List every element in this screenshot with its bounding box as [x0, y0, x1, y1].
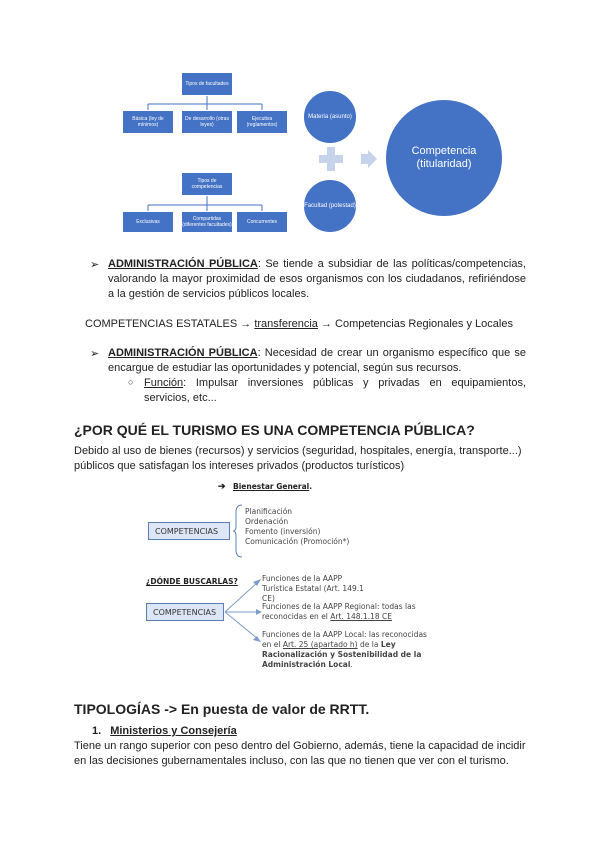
- circle-bullet: ○: [128, 377, 134, 387]
- tipologias-heading: TIPOLOGÍAS -> En puesta de valor de RRTT.: [74, 701, 370, 717]
- funcion-local: [262, 630, 434, 670]
- basica-box: [122, 110, 174, 134]
- materia-circle: [302, 89, 358, 145]
- concurrentes-box: [236, 211, 288, 233]
- fomento-item: Fomento (inversión): [245, 527, 321, 536]
- competencias-estatales: COMPETENCIAS ESTATALES →: [85, 318, 255, 330]
- section1-paragraph: [108, 257, 526, 302]
- section1-heading: ADMINISTRACIÓN PÚBLICA: [108, 258, 258, 270]
- section2-heading: ADMINISTRACIÓN PÚBLICA: [108, 347, 258, 359]
- funcion-local-joiner: de la: [357, 640, 381, 649]
- competencias-box-2-label: COMPETENCIAS: [153, 607, 217, 617]
- basica-label: Básica (ley de mínimos): [132, 116, 164, 128]
- funcion-text: : Impulsar inversiones públicas y privadas en equipamientos, servicios, etc...: [144, 377, 526, 404]
- section1-text: : Se tiende a subsidiar de las políticas/competencias, valorando la mayor proximidad de esos organismos con los ciudadanos, refiriéndose a la gestión de servicios públicos locales.: [108, 258, 526, 300]
- tipos-facultades-label: Tipos de facultades: [185, 81, 229, 87]
- funcion-label: Función: [144, 377, 184, 389]
- funcion-local-text: Funciones de la AAPP Local: las reconocidas en el: [262, 630, 427, 649]
- funcion-paragraph: [144, 376, 526, 406]
- bienestar-label: [233, 482, 312, 492]
- funcion-regional-text: Funciones de la AAPP Regional: todas las reconocidas en el: [262, 602, 416, 621]
- diagram-connectors: [0, 0, 600, 250]
- funcion-local-period: .: [350, 660, 353, 669]
- tipologias-item-1: [92, 724, 237, 739]
- tipos-competencias-label: Tipos de competencias: [191, 178, 223, 190]
- competencias-box-1-label: COMPETENCIAS: [155, 526, 219, 536]
- turismo-heading: ¿POR QUÉ EL TURISMO ES UNA COMPETENCIA PÚBLICA?: [74, 422, 475, 438]
- tipologias-text: Tiene un rango superior con peso dentro del Gobierno, además, tiene la capacidad de incidir en las decisiones gubernamentales incluso, con las que no tienen que ver con el turismo.: [74, 740, 526, 767]
- donde-buscarlas-label: ¿DÓNDE BUSCARLAS?: [146, 577, 238, 586]
- arrow-bullet: ➢: [90, 259, 100, 271]
- turismo-text: Debido al uso de bienes (recursos) y servicios (seguridad, hospitales, energía, transporte...) públicos que satisfagan los intereses privados (productos turísticos): [74, 445, 522, 472]
- concurrentes-label: Concurrentes: [246, 219, 277, 225]
- tipos-competencias-box: [181, 172, 233, 196]
- competencia-circle: [386, 100, 502, 216]
- compartidas-box: [181, 211, 233, 233]
- facultad-circle: [302, 178, 358, 234]
- competencias-transfer-line: [85, 317, 555, 332]
- arrow-right-icon: ➔: [218, 481, 226, 491]
- ejecutiva-label: Ejecutiva (reglamentos): [246, 116, 278, 128]
- facultad-label: Facultad (potestad): [304, 202, 356, 209]
- funcion-estatal: [262, 574, 370, 604]
- funcion-local-articulo: Art. 25 (apartado h): [282, 640, 358, 649]
- competencia-label: Competencia (titularidad): [411, 145, 477, 170]
- section2-text: : Necesidad de crear un organismo específico que se encargue de estudiar las oportunidades y potencial, según sus recursos.: [108, 347, 527, 374]
- ejecutiva-box: [236, 110, 288, 134]
- desarrollo-box: [181, 110, 233, 134]
- item-number: 1.: [92, 725, 102, 737]
- section2-paragraph: [108, 346, 526, 376]
- bienestar-items: [245, 507, 349, 547]
- funcion-regional: [262, 602, 434, 622]
- bienestar-period: .: [309, 482, 313, 491]
- branch-arrows: [224, 575, 264, 645]
- exclusivas-label: Exclusivas: [136, 219, 160, 225]
- ordenacion-item: Ordenación: [245, 517, 289, 526]
- funcion-local-ley: Ley Racionalización y Sostenibilidad de la Administración Local: [262, 640, 422, 669]
- comunicacion-item: Comunicación (Promoción*): [245, 537, 350, 546]
- materia-label: Materia (asunto): [308, 113, 352, 120]
- item-title: Ministerios y Consejería: [110, 725, 237, 737]
- brace-icon: [232, 504, 244, 558]
- transferencia-text: transferencia: [254, 318, 318, 330]
- competencias-box-1: [148, 522, 230, 540]
- compartidas-label: Compartidas (diferentes facultades): [182, 216, 232, 228]
- funcion-estatal-text: Funciones de la AAPP Turística Estatal (Art. 149.1 CE): [262, 574, 364, 603]
- exclusivas-box: [122, 211, 174, 233]
- planificacion-item: Planificación: [245, 507, 293, 516]
- desarrollo-label: De desarrollo (otras leyes): [185, 116, 229, 128]
- competencias-regionales: → Competencias Regionales y Locales: [317, 318, 513, 330]
- competencias-box-2: [146, 603, 224, 621]
- arrow-bullet: ➢: [90, 348, 100, 360]
- funcion-regional-articulo: Art. 148.1.18 CE: [330, 612, 392, 621]
- tipos-facultades-box: [181, 72, 233, 96]
- bienestar-text: Bienestar General: [233, 482, 310, 491]
